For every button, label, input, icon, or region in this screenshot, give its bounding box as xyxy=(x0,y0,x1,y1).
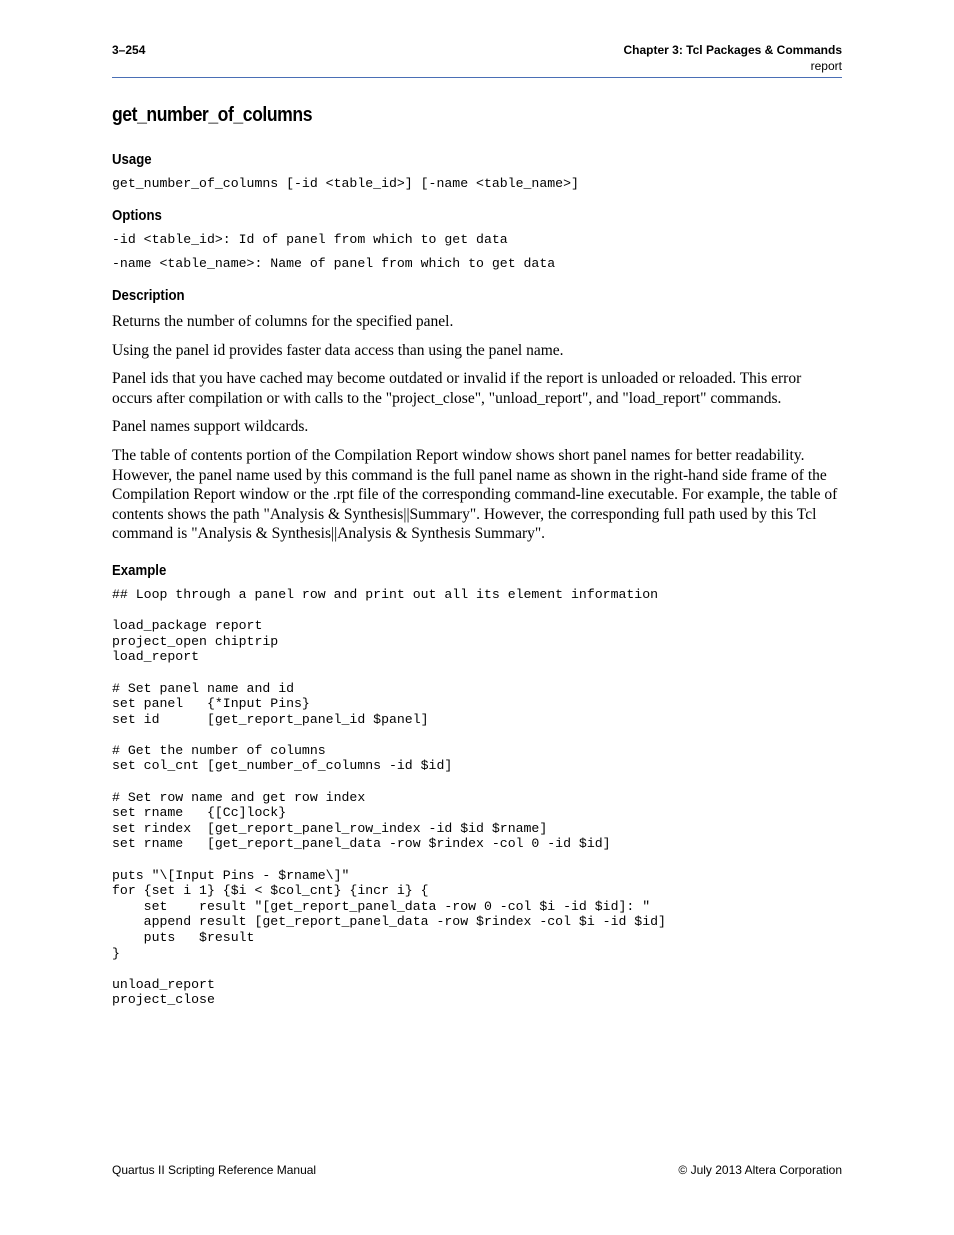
footer-copyright: © July 2013 Altera Corporation xyxy=(678,1163,842,1177)
description-paragraph: Panel ids that you have cached may become outdated or invalid if the report is unloaded or reloaded. This error occurs after compilation or with calls to the "project_close", "unload_report", and "load_report" commands. xyxy=(112,370,802,407)
options-heading: Options xyxy=(112,207,162,224)
option-name: -name <table_name>: Name of panel from which to get data xyxy=(112,256,556,271)
option-id: -id <table_id>: Id of panel from which to get data xyxy=(112,232,508,247)
command-title: get_number_of_columns xyxy=(112,104,313,126)
section-name: report xyxy=(810,59,842,73)
description-body xyxy=(112,312,842,544)
header-divider xyxy=(112,77,842,78)
options-list xyxy=(112,232,842,271)
example-heading: Example xyxy=(112,561,167,579)
description-paragraph: Returns the number of columns for the specified panel. xyxy=(112,313,454,330)
description-paragraph: The table of contents portion of the Compilation Report window shows short panel names for better readability. However, the panel name used by this command is the full panel name as shown in the right-hand side frame of the Compilation Report window or the .rpt file of the corresponding command-line executable. For example, the table of contents shows the path "Analysis & Synthesis||Summary". However, the corresponding full path used by this Tcl command is "Analysis & Synthesis||Analysis & Synthesis Summary". xyxy=(112,446,838,543)
page-content xyxy=(112,104,842,1008)
description-paragraph: Using the panel id provides faster data access than using the panel name. xyxy=(112,341,564,359)
usage-heading: Usage xyxy=(112,151,152,168)
page-number: 3–254 xyxy=(112,43,146,57)
description-paragraph: Panel names support wildcards. xyxy=(112,418,309,436)
example-code: ## Loop through a panel row and print out all its element information load_package report project_open chiptrip load_report # Set panel name and id set panel {*Input Pins} set id [get_report_panel_id $panel] # Get the number of columns set col_cnt [get_number_of_columns -id $id] # Set row name and get row index set rname {[Cc]lock} set rindex [get_report_panel_row_index -id $id $rname] set rname [get_report_panel_data -row $rindex -col 0 -id $id] puts "\[Input Pins - $rname\]" for {set i 1} {$i < $col_cnt} {incr i} { set result "[get_report_panel_data -row 0 -col $i -id $id]: " append result [get_report_panel_data -row $rindex -col $i -id $id] puts $result } unload_report project_close xyxy=(112,586,666,1008)
usage-syntax: get_number_of_columns [-id <table_id>] [-name <table_name>] xyxy=(112,176,579,191)
chapter-title: Chapter 3: Tcl Packages & Commands xyxy=(623,43,842,57)
description-heading: Description xyxy=(112,287,185,304)
footer-manual-title: Quartus II Scripting Reference Manual xyxy=(112,1163,317,1177)
